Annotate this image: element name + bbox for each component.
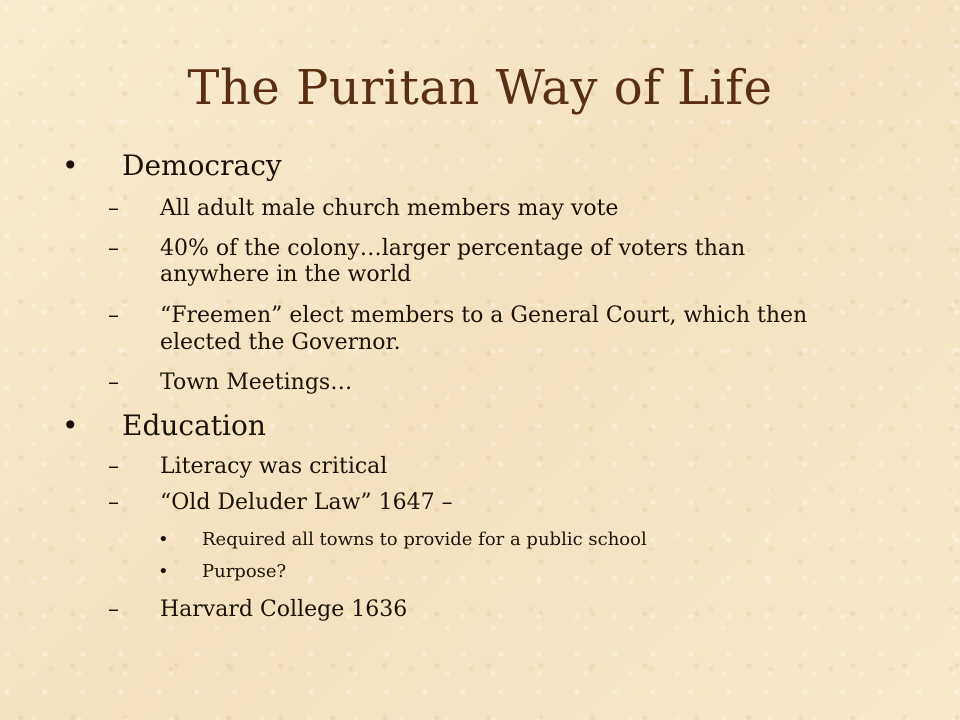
democracy-item-4: Town Meetings… <box>160 370 353 395</box>
dash-marker: – <box>108 196 119 221</box>
democracy-item-2-line-2: anywhere in the world <box>160 262 412 287</box>
democracy-item-2-line-1: 40% of the colony…larger percentage of voters than <box>160 236 746 261</box>
bullet-marker: • <box>62 149 79 182</box>
education-subitem-2: Purpose? <box>202 561 287 582</box>
education-item-3: Harvard College 1636 <box>160 597 408 622</box>
democracy-item-3-line-1: “Freemen” elect members to a General Court, which then <box>160 303 808 328</box>
bullet-marker: • <box>158 529 169 550</box>
education-subitem-1: Required all towns to provide for a public school <box>202 529 647 550</box>
democracy-item-3-line-2: elected the Governor. <box>160 330 401 355</box>
bullet-marker: • <box>158 561 169 582</box>
section-heading-democracy: Democracy <box>122 149 282 182</box>
slide-title: The Puritan Way of Life <box>187 60 773 116</box>
bullet-marker: • <box>62 409 79 442</box>
education-item-1: Literacy was critical <box>160 454 388 479</box>
dash-marker: – <box>108 597 119 622</box>
dash-marker: – <box>108 490 119 515</box>
democracy-item-1: All adult male church members may vote <box>160 196 619 221</box>
dash-marker: – <box>108 303 119 328</box>
section-heading-education: Education <box>122 409 266 442</box>
education-item-2: “Old Deluder Law” 1647 – <box>160 490 453 515</box>
dash-marker: – <box>108 454 119 479</box>
dash-marker: – <box>108 370 119 395</box>
dash-marker: – <box>108 236 119 261</box>
